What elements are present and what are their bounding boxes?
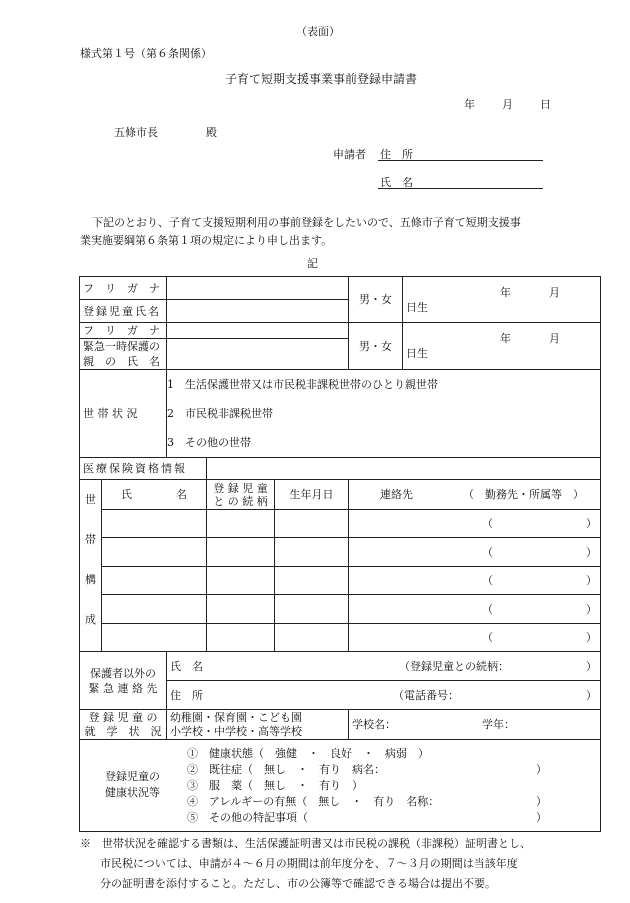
- member-work-close: ）: [586, 631, 598, 644]
- member-relation-field[interactable]: [207, 624, 275, 652]
- health-item-3[interactable]: [187, 778, 547, 794]
- school-types-line-2: 小学校・中学校・高等学校: [170, 724, 302, 738]
- member-name-field[interactable]: [102, 538, 207, 567]
- health-item-2-close: ）: [536, 762, 547, 776]
- child-dob-month: 月: [549, 285, 561, 299]
- members-header-contact-label: 連絡先: [380, 488, 414, 501]
- guardian-furigana-label: フ リ ガ ナ: [80, 323, 167, 339]
- member-dob-field[interactable]: [275, 595, 349, 624]
- member-work-close: ）: [586, 574, 598, 587]
- member-contact-field[interactable]: [349, 510, 601, 538]
- members-side-1: 世: [85, 493, 96, 506]
- guardian-furigana-field[interactable]: [167, 323, 349, 339]
- member-relation-field[interactable]: [207, 510, 275, 538]
- emergency-phone-label: （電話番号：: [393, 688, 459, 702]
- school-label-2: 就 学 状 況: [84, 724, 162, 738]
- member-work-open: （: [482, 631, 494, 644]
- footnote-line-1: ※ 世帯状況を確認する書類は、生活保護証明書又は市民税の課税（非課税）証明書とし、: [80, 837, 531, 850]
- applicant-address-field[interactable]: [378, 160, 543, 161]
- guardian-label-line-1: 緊急一時保護の: [83, 340, 160, 353]
- member-name-field[interactable]: [102, 595, 207, 624]
- member-dob-field[interactable]: [275, 510, 349, 538]
- child-gender[interactable]: 男・女: [349, 277, 403, 323]
- member-relation-field[interactable]: [207, 567, 275, 595]
- insurance-field[interactable]: [207, 458, 601, 480]
- household-label: 世 帯 状 況: [80, 370, 167, 458]
- guardian-dob-month: 月: [549, 332, 561, 345]
- school-types-line-1: 幼稚園・保育園・こども園: [170, 710, 302, 724]
- emergency-label-1: 保護者以外の: [90, 666, 156, 680]
- member-contact-field[interactable]: [349, 538, 601, 567]
- member-dob-field[interactable]: [275, 624, 349, 652]
- members-header-relation-1: 登 録 児 童: [213, 481, 268, 495]
- members-side-4: 成: [85, 613, 96, 626]
- guardian-label-line-2: 親 の 氏 名: [83, 355, 160, 368]
- child-furigana-field[interactable]: [167, 277, 349, 300]
- member-dob-field[interactable]: [275, 538, 349, 567]
- ki-label: 記: [307, 257, 318, 270]
- date-day-label: 日: [540, 98, 551, 111]
- footnote-line-3: 分の証明書を添付すること。ただし、市の公簿等で確認できる場合は提出不要。: [100, 877, 496, 890]
- school-type-field[interactable]: [167, 710, 349, 740]
- member-work-close: ）: [586, 602, 598, 616]
- emergency-relation-label: （登録児童との続柄：: [399, 659, 509, 673]
- guardian-name-label: [80, 339, 167, 370]
- school-name-label: 学校名：: [352, 718, 397, 731]
- emergency-label: [80, 652, 167, 710]
- applicant-name-label: 氏 名: [380, 176, 413, 189]
- child-name-field[interactable]: [167, 300, 349, 323]
- emergency-relation-close: ）: [586, 659, 598, 673]
- form-title: 子育て短期支援事業事前登録申請書: [225, 72, 418, 86]
- health-items: [187, 746, 547, 826]
- members-side-label: [80, 480, 102, 652]
- member-work-open: （: [482, 517, 494, 530]
- member-row: [80, 538, 601, 567]
- member-name-field[interactable]: [102, 624, 207, 652]
- members-header-relation-2: と の 続 柄: [213, 494, 268, 508]
- guardian-dob-year: 年: [500, 332, 512, 345]
- health-item-4-close: ）: [536, 794, 547, 808]
- emergency-address-label: 住 所: [170, 688, 203, 702]
- child-dob[interactable]: [403, 277, 601, 323]
- school-label: [80, 710, 167, 740]
- member-relation-field[interactable]: [207, 595, 275, 624]
- emergency-address-field[interactable]: [167, 681, 601, 710]
- footnote-line-2: 市民税については、申請が４～６月の期間は前年度分を、７～３月の期間は当該年度: [100, 857, 518, 870]
- member-work-open: （: [482, 545, 494, 559]
- health-label: [105, 769, 160, 801]
- guardian-gender[interactable]: 男・女: [349, 323, 403, 370]
- guardian-name-field[interactable]: [167, 339, 349, 370]
- child-dob-year: 年: [500, 285, 512, 299]
- member-contact-field[interactable]: [349, 567, 601, 595]
- child-name-label: 登録児童氏名: [80, 300, 167, 323]
- member-work-open: （: [482, 574, 494, 587]
- addressee: 五條市長: [114, 126, 158, 139]
- members-header-dob: 生年月日: [275, 480, 349, 510]
- member-row: [80, 510, 601, 538]
- emergency-name-field[interactable]: [167, 652, 601, 681]
- members-header-relation: [207, 480, 275, 510]
- members-header-work-label: （ 勤務先・所属等 ）: [463, 488, 585, 501]
- health-label-2: 健康状況等: [105, 785, 160, 799]
- applicant-name-field[interactable]: [378, 188, 543, 189]
- members-side-2: 帯: [85, 533, 96, 546]
- health-item-4[interactable]: [187, 794, 547, 810]
- members-header-name: 氏 名: [102, 480, 207, 510]
- intro-line-2: 業実施要綱第６条第１項の規定により申し出ます。: [80, 234, 333, 247]
- member-work-open: （: [482, 602, 494, 616]
- member-row: [80, 567, 601, 595]
- members-side-3: 構: [85, 573, 96, 586]
- emergency-label-2: 緊 急 連 絡 先: [88, 681, 158, 695]
- date-year-label: 年: [464, 98, 475, 111]
- member-contact-field[interactable]: [349, 624, 601, 652]
- member-name-field[interactable]: [102, 510, 207, 538]
- member-row: [80, 624, 601, 652]
- applicant-label: 申請者: [333, 148, 366, 161]
- date-month-label: 月: [502, 98, 513, 111]
- health-item-5-text: ⑤ その他の特記事項（: [187, 810, 308, 824]
- school-label-1: 登 録 児 童 の: [88, 710, 158, 724]
- household-option-2[interactable]: 2 市民税非課税世帯: [167, 407, 273, 420]
- page-side-label: （表面）: [296, 25, 340, 38]
- school-name-field[interactable]: [349, 710, 601, 740]
- insurance-label: 医療保険資格情報: [80, 458, 207, 480]
- guardian-dob-day: 日生: [406, 347, 429, 360]
- guardian-dob[interactable]: [403, 323, 601, 370]
- member-work-close: ）: [586, 545, 598, 559]
- member-contact-field[interactable]: [349, 595, 601, 624]
- health-item-2[interactable]: [187, 762, 547, 778]
- household-options: [167, 370, 601, 458]
- health-label-1: 登録児童の: [105, 769, 160, 783]
- member-name-field[interactable]: [102, 567, 207, 595]
- member-dob-field[interactable]: [275, 567, 349, 595]
- member-relation-field[interactable]: [207, 538, 275, 567]
- health-item-5-close: ）: [536, 810, 547, 824]
- health-item-2-text: ② 既往症（ 無し ・ 有り 病名：: [187, 762, 385, 776]
- applicant-address-label: 住 所: [380, 148, 413, 161]
- registration-table: [79, 276, 601, 832]
- members-header-contact: [349, 480, 601, 510]
- emergency-phone-close: ）: [586, 688, 598, 702]
- school-grade-label: 学年：: [482, 718, 516, 731]
- footnote: [80, 834, 600, 894]
- emergency-name-label: 氏 名: [170, 659, 203, 673]
- member-work-close: ）: [586, 517, 598, 530]
- honorific: 殿: [206, 126, 217, 139]
- child-dob-day: 日生: [406, 300, 429, 314]
- member-row: [80, 595, 601, 624]
- household-option-1[interactable]: 1 生活保護世帯又は市民税非課税世帯のひとり親世帯: [167, 378, 438, 391]
- health-item-4-text: ④ アレルギーの有無（ 無し ・ 有り 名称：: [187, 794, 440, 808]
- form-number: 様式第１号（第６条関係）: [80, 47, 212, 60]
- health-item-1-text: ① 健康状態（ 強健 ・ 良好 ・ 病弱 ）: [187, 746, 429, 760]
- health-item-5[interactable]: [187, 810, 547, 826]
- intro-line-1: 下記のとおり、子育て支援短期利用の事前登録をしたいので、五條市子育て短期支援事: [92, 216, 521, 229]
- health-item-3-text: ③ 服 薬（ 無し ・ 有り ）: [187, 778, 363, 792]
- health-item-1[interactable]: [187, 746, 547, 762]
- child-furigana-label: フ リ ガ ナ: [80, 277, 167, 300]
- household-option-3[interactable]: 3 その他の世帯: [167, 436, 251, 449]
- health-section: [80, 740, 601, 832]
